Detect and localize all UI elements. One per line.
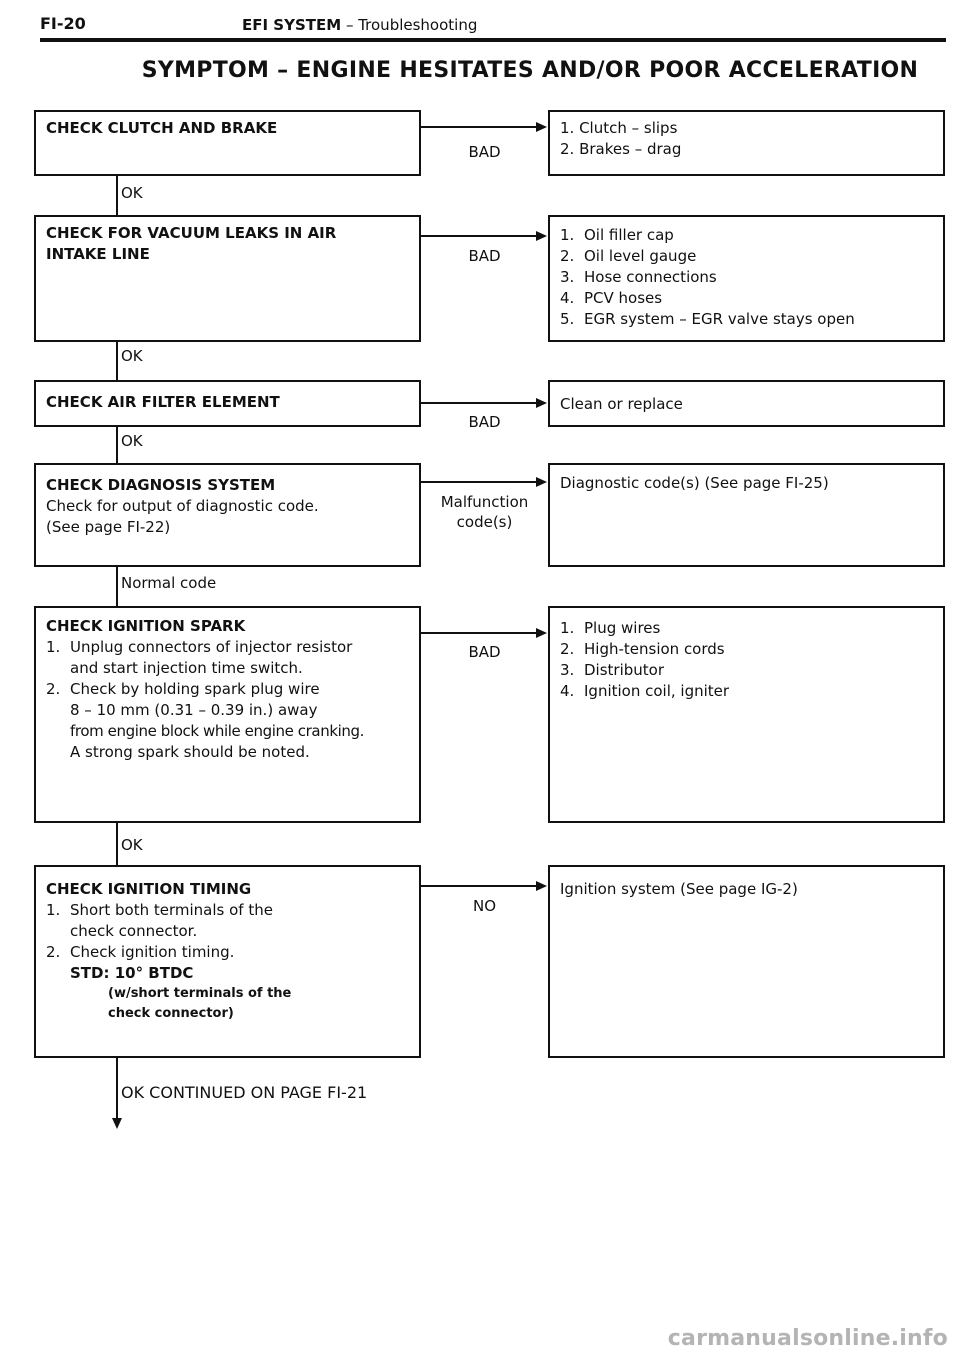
result-item: 4. Ignition coil, igniter [560, 682, 730, 700]
result-box-clutch-brake [548, 110, 945, 176]
result-box-air-filter [548, 380, 945, 427]
check-title: CHECK AIR FILTER ELEMENT [46, 393, 280, 411]
ok-continued-label: OK CONTINUED ON PAGE FI-21 [121, 1083, 368, 1102]
check-box-clutch-brake [34, 110, 421, 176]
branch-line [421, 885, 539, 887]
flow-line [116, 176, 118, 216]
branch-label: Malfunction [440, 493, 529, 511]
ok-label: OK [121, 836, 143, 854]
std-note: (w/short terminals of the [108, 986, 292, 1001]
branch-line [421, 235, 539, 237]
check-step: 1. Short both terminals of the check connector. [46, 901, 273, 940]
result-item: 4. PCV hoses [560, 289, 663, 307]
branch-label: BAD [468, 143, 501, 161]
check-title: CHECK CLUTCH AND BRAKE [46, 119, 278, 137]
branch-label: BAD [468, 413, 501, 431]
branch-label: BAD [468, 643, 501, 661]
flow-line [116, 342, 118, 380]
check-step: 2. Check ignition timing. [46, 943, 235, 961]
arrow-down-icon [112, 1118, 122, 1129]
arrow-right-icon [536, 477, 547, 487]
result-box-diagnosis-system [548, 463, 945, 567]
arrow-right-icon [536, 122, 547, 132]
flow-line [116, 427, 118, 463]
ok-label: OK [121, 347, 143, 365]
check-box-ignition-timing [34, 865, 421, 1058]
check-title: CHECK FOR VACUUM LEAKS IN AIR [46, 224, 337, 242]
flow-line [116, 823, 118, 865]
symptom-title: SYMPTOM – ENGINE HESITATES AND/OR POOR ACCELERATION [141, 58, 919, 83]
watermark: carmanualsonline.info [667, 1326, 948, 1351]
branch-line [421, 402, 539, 404]
arrow-right-icon [536, 628, 547, 638]
arrow-right-icon [536, 881, 547, 891]
page-number: FI-20 [40, 14, 86, 33]
section-title-prefix: EFI SYSTEM [242, 16, 342, 34]
flow-line [116, 1058, 118, 1120]
branch-label: BAD [468, 247, 501, 265]
header-rule [40, 38, 946, 42]
result-text: Clean or replace [560, 395, 683, 413]
check-step: 1. Unplug connectors of injector resistor and start injection time switch. [46, 638, 353, 677]
check-title: CHECK IGNITION TIMING [46, 880, 252, 898]
branch-line [421, 126, 539, 128]
result-line: 1. Clutch – slips [560, 119, 678, 137]
result-box-vacuum-leaks [548, 215, 945, 342]
arrow-right-icon [536, 231, 547, 241]
result-item: 3. Hose connections [560, 268, 717, 286]
ok-label: OK [121, 432, 143, 450]
result-item: 1. Plug wires [560, 619, 661, 637]
check-line: Check for output of diagnostic code. [46, 497, 319, 515]
check-line: (See page FI-22) [46, 518, 171, 536]
check-box-vacuum-leaks [34, 215, 421, 342]
check-step: 2. Check by holding spark plug wire 8 – 10 mm (0.31 – 0.39 in.) away from engine block while engine cranking. A strong spark should be noted. [46, 680, 364, 761]
flow-line [116, 567, 118, 607]
arrow-right-icon [536, 398, 547, 408]
result-box-ignition-timing [548, 865, 945, 1058]
ok-label: OK [121, 184, 143, 202]
branch-line [421, 481, 539, 483]
result-item: 2. High-tension cords [560, 640, 725, 658]
result-item: 1. Oil filler cap [560, 226, 674, 244]
branch-label: NO [472, 897, 497, 915]
check-box-ignition-spark [34, 606, 421, 823]
result-item: 5. EGR system – EGR valve stays open [560, 310, 855, 328]
check-title-line2: INTAKE LINE [46, 245, 150, 263]
result-item: 2. Oil level gauge [560, 247, 697, 265]
result-text: Ignition system (See page IG-2) [560, 880, 798, 898]
result-box-ignition-spark [548, 606, 945, 823]
section-title-suffix: – Troubleshooting [341, 16, 478, 34]
result-text: Diagnostic code(s) (See page FI-25) [560, 474, 829, 492]
ok-label: Normal code [121, 574, 217, 592]
check-title: CHECK DIAGNOSIS SYSTEM [46, 476, 276, 494]
result-line: 2. Brakes – drag [560, 140, 682, 158]
check-box-air-filter [34, 380, 421, 427]
check-box-diagnosis-system [34, 463, 421, 567]
std-spec: STD: 10° BTDC [70, 964, 194, 982]
branch-line [421, 632, 539, 634]
std-note: check connector) [108, 1006, 234, 1021]
section-title [242, 16, 477, 34]
result-item: 3. Distributor [560, 661, 665, 679]
check-title: CHECK IGNITION SPARK [46, 617, 246, 635]
branch-label: code(s) [456, 513, 513, 531]
